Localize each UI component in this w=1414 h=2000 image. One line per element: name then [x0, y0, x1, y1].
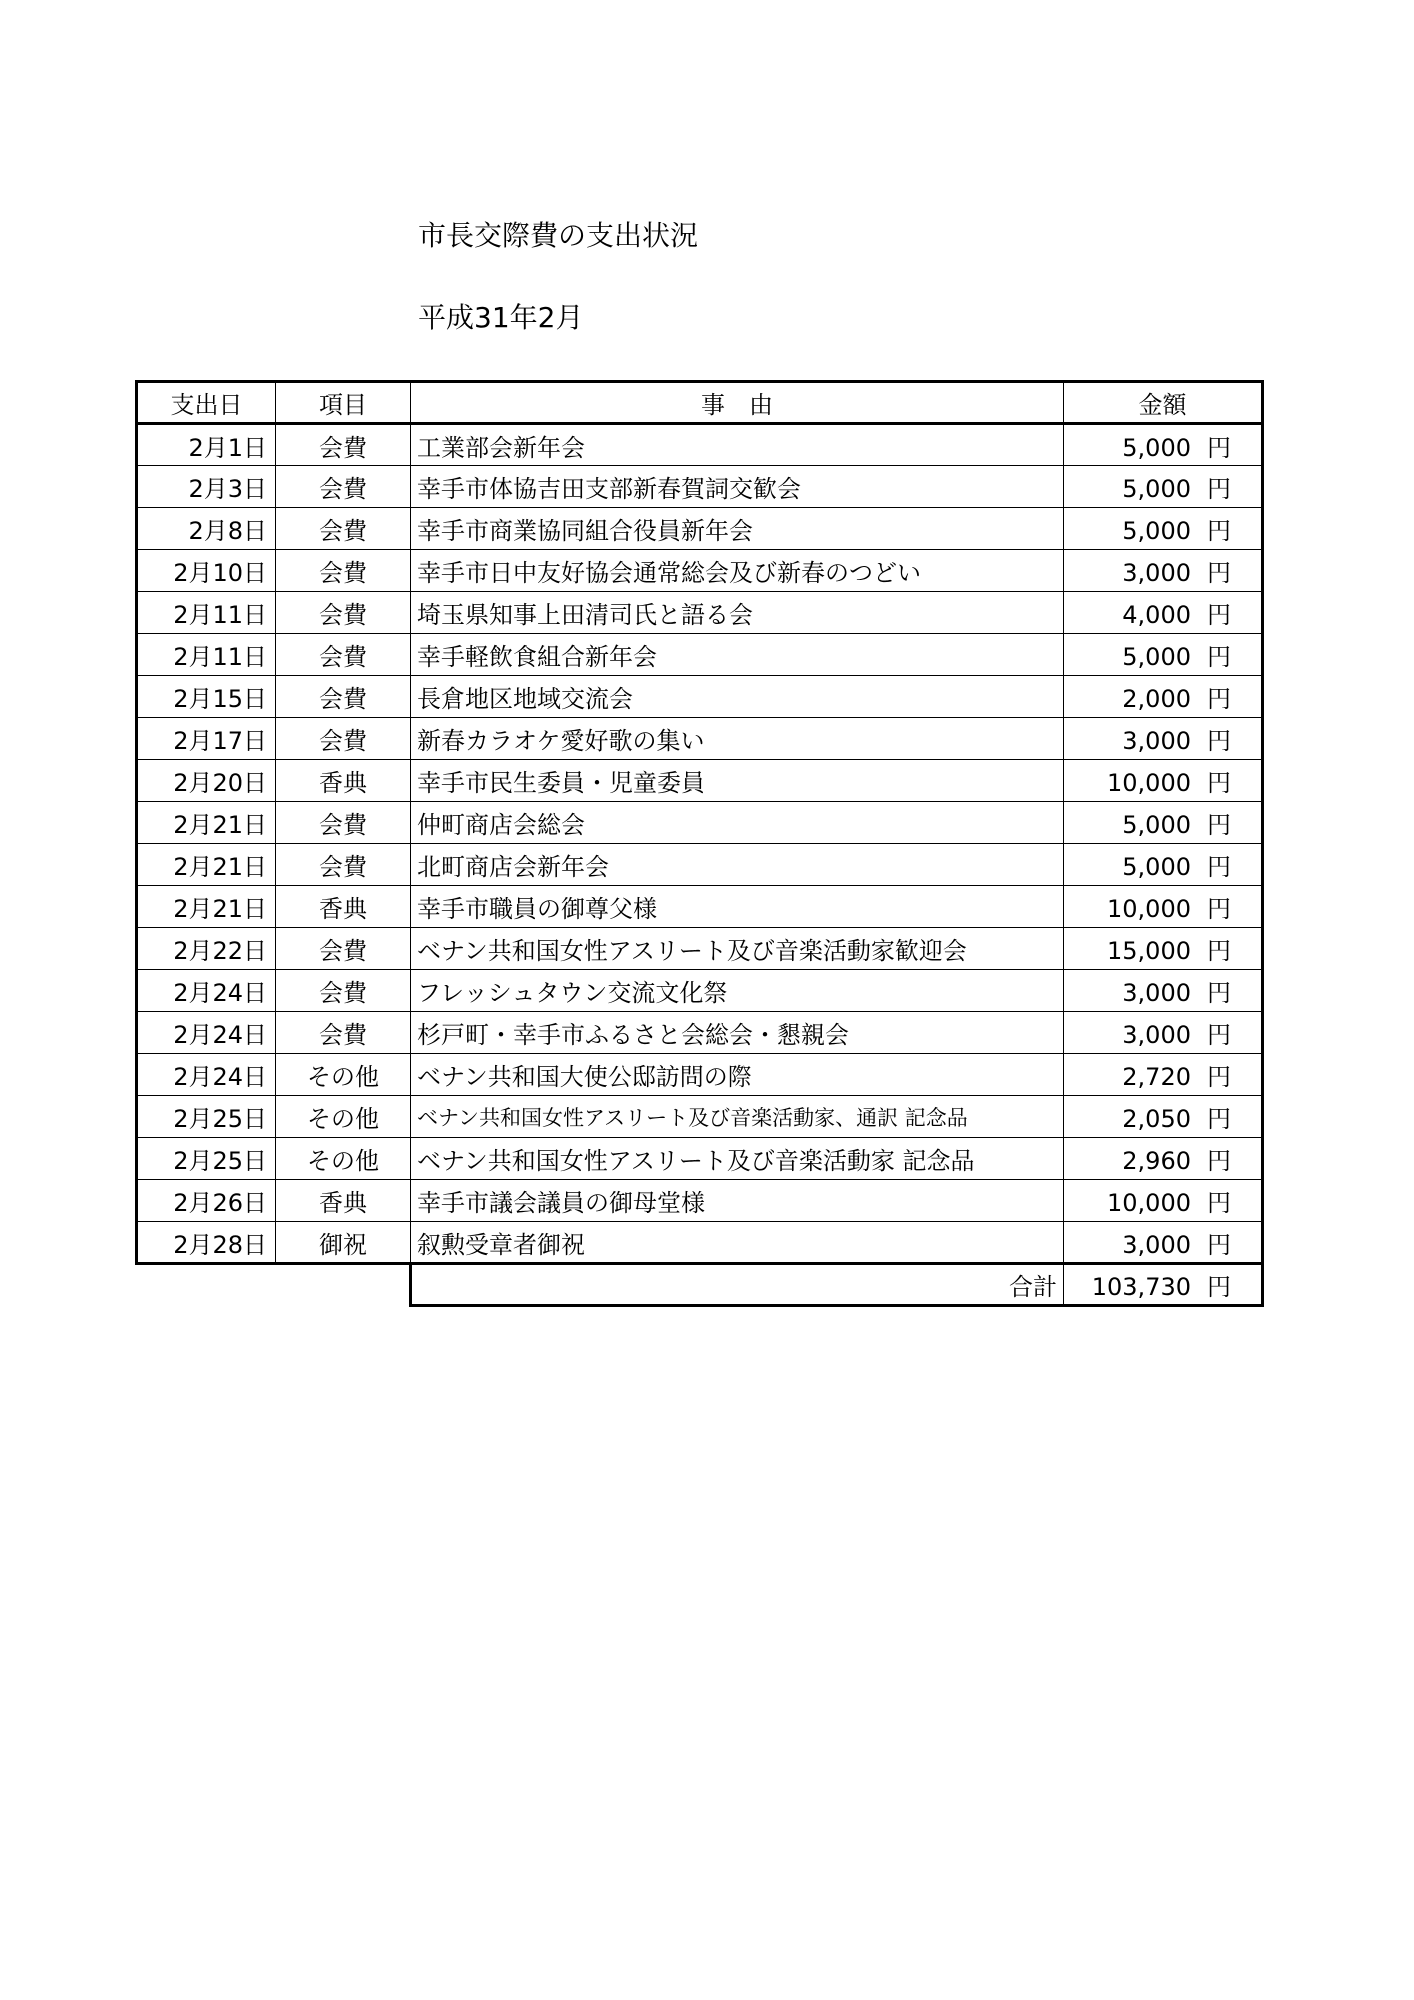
row-reason: 幸手軽飲食組合新年会 [411, 634, 1064, 676]
row-amount-cell [1064, 1054, 1263, 1096]
row-date: 2月15日 [137, 676, 276, 718]
row-amount: 15,000 [1107, 937, 1191, 965]
row-reason: ベナン共和国女性アスリート及び音楽活動家 記念品 [411, 1138, 1064, 1180]
row-amount: 4,000 [1122, 601, 1191, 629]
row-category: 会費 [276, 802, 411, 844]
row-reason: 北町商店会新年会 [411, 844, 1064, 886]
table-row [137, 928, 1263, 970]
row-amount-cell [1064, 928, 1263, 970]
table-row [137, 1138, 1263, 1180]
row-reason: ベナン共和国女性アスリート及び音楽活動家、通訳 記念品 [411, 1096, 1064, 1138]
document-period: 平成31年2月 [418, 301, 584, 334]
table-row [137, 1096, 1263, 1138]
row-category: 会費 [276, 592, 411, 634]
table-row [137, 508, 1263, 550]
table-row [137, 1012, 1263, 1054]
row-unit: 円 [1207, 979, 1231, 1007]
table-row [137, 718, 1263, 760]
table-row [137, 970, 1263, 1012]
row-reason: 幸手市議会議員の御母堂様 [411, 1180, 1064, 1222]
row-category: 会費 [276, 508, 411, 550]
row-date: 2月25日 [137, 1096, 276, 1138]
row-date: 2月21日 [137, 844, 276, 886]
row-reason: 埼玉県知事上田清司氏と語る会 [411, 592, 1064, 634]
row-unit: 円 [1207, 685, 1231, 713]
row-amount-cell [1064, 886, 1263, 928]
total-blank [137, 1264, 411, 1306]
row-reason: ベナン共和国女性アスリート及び音楽活動家歓迎会 [411, 928, 1064, 970]
total-label: 合計 [411, 1264, 1064, 1306]
row-category: 御祝 [276, 1222, 411, 1264]
header-reason: 事 由 [411, 382, 1064, 424]
row-category: 会費 [276, 928, 411, 970]
row-amount-cell [1064, 1012, 1263, 1054]
row-unit: 円 [1207, 895, 1231, 923]
row-reason: フレッシュタウン交流文化祭 [411, 970, 1064, 1012]
row-amount: 2,050 [1122, 1105, 1191, 1133]
table-row [137, 844, 1263, 886]
row-category: その他 [276, 1054, 411, 1096]
row-reason: 幸手市職員の御尊父様 [411, 886, 1064, 928]
row-reason: 幸手市日中友好協会通常総会及び新春のつどい [411, 550, 1064, 592]
table-row [137, 886, 1263, 928]
row-amount: 5,000 [1122, 643, 1191, 671]
row-date: 2月3日 [137, 466, 276, 508]
row-amount-cell [1064, 592, 1263, 634]
row-unit: 円 [1207, 937, 1231, 965]
row-unit: 円 [1207, 769, 1231, 797]
row-unit: 円 [1207, 1105, 1231, 1133]
row-date: 2月8日 [137, 508, 276, 550]
row-unit: 円 [1207, 1147, 1231, 1175]
table-row [137, 760, 1263, 802]
row-date: 2月24日 [137, 1012, 276, 1054]
row-date: 2月20日 [137, 760, 276, 802]
row-reason: 幸手市民生委員・児童委員 [411, 760, 1064, 802]
row-unit: 円 [1207, 727, 1231, 755]
row-amount-cell [1064, 550, 1263, 592]
row-reason: 長倉地区地域交流会 [411, 676, 1064, 718]
row-unit: 円 [1207, 1230, 1231, 1259]
row-date: 2月10日 [137, 550, 276, 592]
table-row [137, 466, 1263, 508]
document-title: 市長交際費の支出状況 [418, 219, 699, 252]
table-header-row [137, 382, 1263, 424]
row-amount-cell [1064, 1180, 1263, 1222]
row-amount: 5,000 [1122, 517, 1191, 545]
row-unit: 円 [1207, 811, 1231, 839]
header-category: 項目 [276, 382, 411, 424]
row-category: 会費 [276, 1012, 411, 1054]
row-category: 会費 [276, 718, 411, 760]
row-category: 会費 [276, 550, 411, 592]
row-amount-cell [1064, 1096, 1263, 1138]
row-amount: 3,000 [1122, 1021, 1191, 1049]
row-date: 2月1日 [137, 424, 276, 466]
row-date: 2月24日 [137, 970, 276, 1012]
row-unit: 円 [1207, 1063, 1231, 1091]
row-unit: 円 [1207, 475, 1231, 503]
row-unit: 円 [1207, 517, 1231, 545]
row-date: 2月11日 [137, 634, 276, 676]
row-amount: 3,000 [1122, 1230, 1191, 1259]
row-date: 2月11日 [137, 592, 276, 634]
row-amount: 5,000 [1122, 475, 1191, 503]
row-date: 2月28日 [137, 1222, 276, 1264]
row-reason: 叙勲受章者御祝 [411, 1222, 1064, 1264]
total-amount: 103,730 [1091, 1273, 1191, 1301]
row-unit: 円 [1207, 559, 1231, 587]
row-reason: 幸手市体協吉田支部新春賀詞交歓会 [411, 466, 1064, 508]
header-amount: 金額 [1064, 382, 1263, 424]
row-reason: 新春カラオケ愛好歌の集い [411, 718, 1064, 760]
row-amount: 2,960 [1122, 1147, 1191, 1175]
row-amount: 3,000 [1122, 979, 1191, 1007]
row-amount-cell [1064, 802, 1263, 844]
row-amount-cell [1064, 760, 1263, 802]
row-date: 2月21日 [137, 886, 276, 928]
row-category: その他 [276, 1138, 411, 1180]
row-amount-cell [1064, 970, 1263, 1012]
row-amount: 2,720 [1122, 1063, 1191, 1091]
table-row [137, 1222, 1263, 1264]
row-date: 2月21日 [137, 802, 276, 844]
table-row [137, 424, 1263, 466]
row-amount-cell [1064, 466, 1263, 508]
row-amount-cell [1064, 718, 1263, 760]
row-amount: 3,000 [1122, 559, 1191, 587]
row-category: 会費 [276, 424, 411, 466]
row-category: 香典 [276, 760, 411, 802]
table-row [137, 592, 1263, 634]
row-date: 2月17日 [137, 718, 276, 760]
table-row [137, 550, 1263, 592]
total-unit: 円 [1207, 1273, 1231, 1301]
total-row [137, 1264, 1263, 1306]
row-category: 香典 [276, 1180, 411, 1222]
row-unit: 円 [1207, 643, 1231, 671]
row-amount: 5,000 [1122, 853, 1191, 881]
table-row [137, 1180, 1263, 1222]
row-amount-cell [1064, 844, 1263, 886]
table-row [137, 802, 1263, 844]
row-amount-cell [1064, 424, 1263, 466]
table-row [137, 1054, 1263, 1096]
row-category: 会費 [276, 634, 411, 676]
row-amount: 2,000 [1122, 685, 1191, 713]
row-amount-cell [1064, 634, 1263, 676]
row-amount: 3,000 [1122, 727, 1191, 755]
row-amount: 10,000 [1107, 1189, 1191, 1217]
row-amount-cell [1064, 676, 1263, 718]
row-category: 会費 [276, 970, 411, 1012]
table-body [137, 424, 1263, 1264]
row-category: 香典 [276, 886, 411, 928]
row-amount: 10,000 [1107, 769, 1191, 797]
row-date: 2月26日 [137, 1180, 276, 1222]
row-reason: 杉戸町・幸手市ふるさと会総会・懇親会 [411, 1012, 1064, 1054]
row-amount: 5,000 [1122, 811, 1191, 839]
total-amount-cell [1064, 1264, 1263, 1306]
row-date: 2月25日 [137, 1138, 276, 1180]
row-unit: 円 [1207, 601, 1231, 629]
row-unit: 円 [1207, 853, 1231, 881]
row-amount-cell [1064, 508, 1263, 550]
row-unit: 円 [1207, 1021, 1231, 1049]
row-reason: 幸手市商業協同組合役員新年会 [411, 508, 1064, 550]
row-reason: ベナン共和国大使公邸訪問の際 [411, 1054, 1064, 1096]
row-amount: 10,000 [1107, 895, 1191, 923]
row-category: 会費 [276, 676, 411, 718]
table-row [137, 634, 1263, 676]
row-reason: 仲町商店会総会 [411, 802, 1064, 844]
header-date: 支出日 [137, 382, 276, 424]
row-amount-cell [1064, 1222, 1263, 1264]
row-amount: 5,000 [1122, 433, 1191, 462]
row-date: 2月24日 [137, 1054, 276, 1096]
expense-table [135, 380, 1264, 1307]
row-category: 会費 [276, 844, 411, 886]
table-row [137, 676, 1263, 718]
row-amount-cell [1064, 1138, 1263, 1180]
row-date: 2月22日 [137, 928, 276, 970]
row-category: 会費 [276, 466, 411, 508]
row-category: その他 [276, 1096, 411, 1138]
row-unit: 円 [1207, 1189, 1231, 1217]
row-unit: 円 [1207, 433, 1231, 462]
row-reason: 工業部会新年会 [411, 424, 1064, 466]
